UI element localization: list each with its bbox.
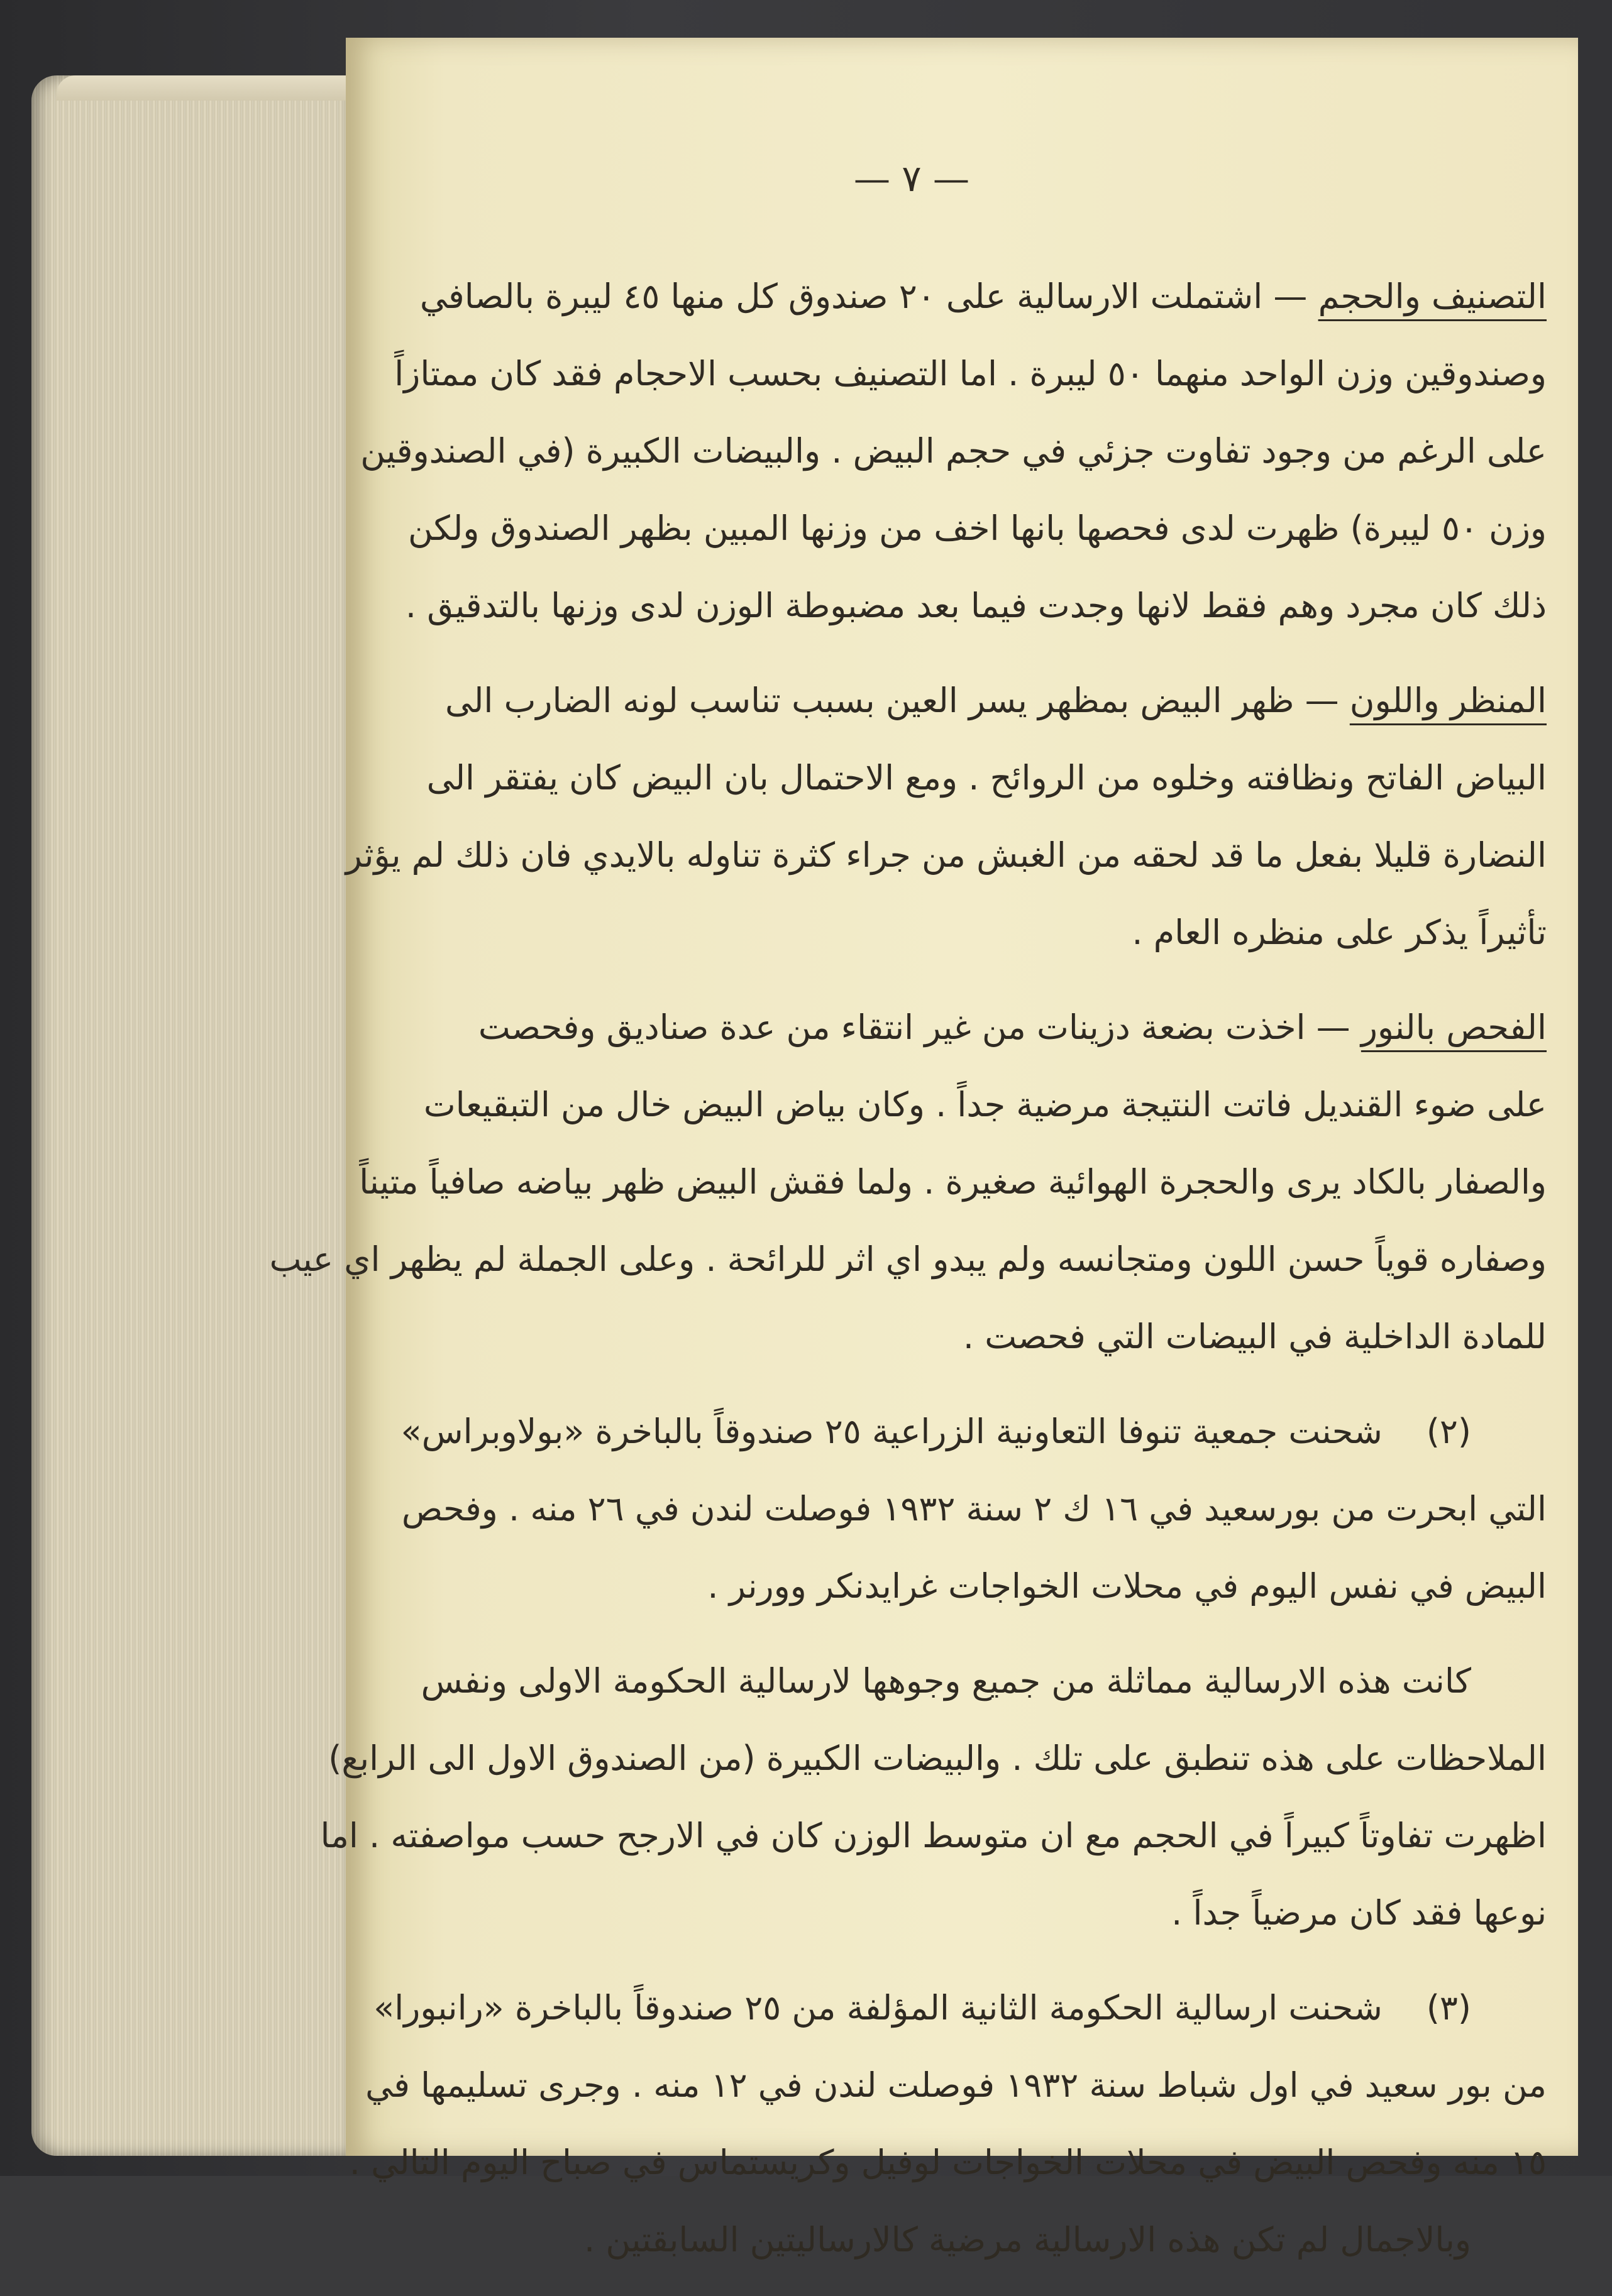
section-heading: الفحص بالنور	[1361, 1008, 1547, 1047]
text-run: شحنت ارسالية الحكومة الثانية المؤلفة من ٢٥ صندوقاً بالباخرة «رانبورا»	[373, 1988, 1383, 2028]
text-line: الملاحظات على هذه تنطبق على تلك . والبيضات الكبيرة (من الصندوق الاول الى الرابع)	[328, 1738, 1547, 1778]
page-block-top	[57, 75, 346, 101]
text-run: شحنت جمعية تنوفا التعاونية الزراعية ٢٥ صندوقاً بالباخرة «بولاوبراس»	[400, 1412, 1383, 1451]
text-line	[373, 1969, 1547, 2046]
text-line: نوعها فقد كان مرضياً جداً .	[1171, 1893, 1547, 1933]
page-text	[269, 258, 1547, 2296]
shipment-2-followup	[320, 1642, 1547, 1952]
page-block-edge	[31, 75, 346, 2156]
text-line: التي ابحرت من بورسعيد في ١٦ ك ٢ سنة ١٩٣٢ فوصلت لندن في ٢٦ منه . وفحص	[401, 1489, 1547, 1529]
text-line: البيض في نفس اليوم في محلات الخواجات غرايدنكر وورنر .	[707, 1566, 1547, 1606]
text-line: من بور سعيد في اول شباط سنة ١٩٣٢ فوصلت لندن في ١٢ منه . وجرى تسليمها في	[365, 2065, 1547, 2105]
section-heading: التصنيف والحجم	[1318, 277, 1547, 316]
text-line: وبالاجمال لم تكن هذه الارسالية مرضية كالارساليتين السابقتين .	[584, 2220, 1471, 2260]
text-line: ١٥ منه وفحص البيض في محلات الخواجات لوفيل وكريستماس في صباح اليوم التالي .	[349, 2143, 1547, 2182]
text-line: على ضوء القنديل فاتت النتيجة مرضية جداً . وكان بياض البيض خال من التبقيعات	[423, 1085, 1547, 1124]
text-line: اظهرت تفاوتاً كبيراً في الحجم مع ان متوسط الوزن كان في الارجح حسب مواصفته . اما	[320, 1816, 1547, 1855]
text-line	[428, 989, 1547, 1066]
shipment-2	[400, 1393, 1547, 1625]
section-candling	[269, 989, 1547, 1375]
text-line: وصفاره قوياً حسن اللون ومتجانسه ولم يبدو اي اثر للرائحة . وعلى الجملة لم يظهر اي عيب	[269, 1239, 1547, 1279]
text-line: النضارة قليلا بفعل ما قد لحقه من الغبش من جراء كثرة تناوله بالايدي فان ذلك لم يؤثر	[345, 835, 1547, 875]
shipment-number: (٢)	[1426, 1412, 1471, 1451]
text-line: وزن ٥٠ ليبرة) ظهرت لدى فحصها بانها اخف من وزنها المبين بظهر الصندوق ولكن	[407, 508, 1547, 548]
text-line	[428, 662, 1547, 739]
text-line: تأثيراً يذكر على منظره العام .	[1132, 913, 1547, 952]
text-line: على الرغم من وجود تفاوت جزئي في حجم البيض . والبيضات الكبيرة (في الصندوقين	[360, 431, 1547, 471]
text-line: البياض الفاتح ونظافته وخلوه من الروائح . ومع الاحتمال بان البيض كان يفتقر الى	[426, 758, 1547, 798]
text-line: ذلك كان مجرد وهم فقط لانها وجدت فيما بعد مضبوطة الوزن لدى وزنها بالتدقيق .	[405, 586, 1547, 625]
section-heading: المنظر واللون	[1349, 681, 1547, 720]
text-line: والصفار بالكاد يرى والحجرة الهوائية صغيرة . ولما فقش البيض ظهر بياضه صافياً متيناً	[359, 1162, 1547, 1202]
text-line	[419, 258, 1547, 335]
text-line: للمادة الداخلية في البيضات التي فحصت .	[963, 1317, 1547, 1356]
text-line: وصندوقين وزن الواحد منهما ٥٠ ليبرة . اما التصنيف بحسب الاحجام فقد كان ممتازاً	[394, 354, 1547, 393]
page-number: — ٧ —	[853, 157, 970, 200]
text-run: — اخذت بضعة دزينات من غير انتقاء من عدة صناديق وفحصت	[478, 1008, 1361, 1047]
section-appearance	[345, 662, 1547, 971]
text-run: — اشتملت الارسالية على ٢٠ صندوق كل منها ٤٥ ليبرة بالصافي	[419, 277, 1318, 316]
text-line	[400, 1393, 1547, 1470]
shipment-number: (٣)	[1426, 1988, 1471, 2028]
shipment-3	[349, 1969, 1547, 2278]
section-classification	[360, 258, 1547, 644]
text-run: — ظهر البيض بمظهر يسر العين بسبب تناسب لونه الضارب الى	[444, 681, 1350, 720]
text-line: كانت هذه الارسالية مماثلة من جميع وجوهها لارسالية الحكومة الاولى ونفس	[421, 1661, 1471, 1701]
